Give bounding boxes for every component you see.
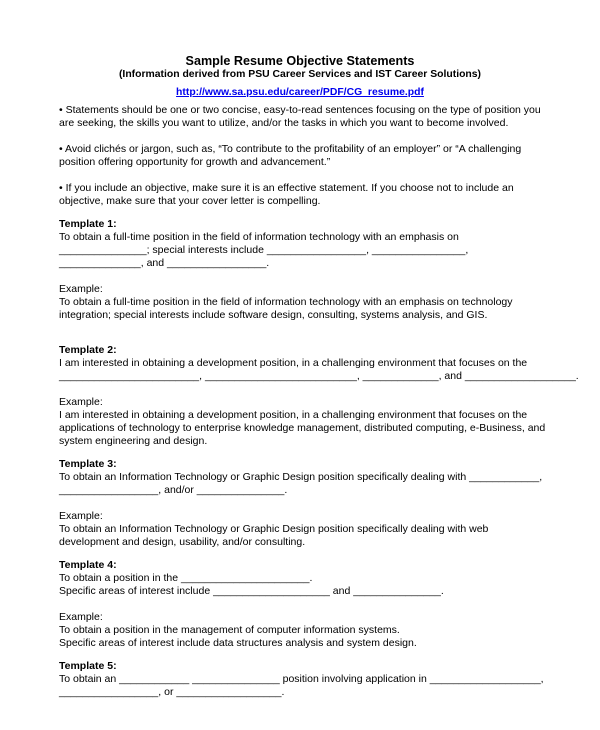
source-link[interactable]: http://www.sa.psu.edu/career/PDF/CG_resume.pdf	[176, 87, 424, 98]
template-heading: Template 5:	[59, 660, 117, 672]
example-line: system engineering and design.	[59, 435, 208, 447]
document-subtitle: (Information derived from PSU Career Services and IST Career Solutions)	[118, 69, 482, 80]
example-line: development and design, usability, and/or consulting.	[59, 536, 306, 548]
template-line: _________________, and/or _______________.	[59, 484, 288, 496]
template-section-4	[59, 559, 549, 650]
template-heading: Template 2:	[59, 344, 117, 356]
example-line: I am interested in obtaining a development position, in a challenging environment that focuses on the	[59, 409, 528, 421]
template-line: To obtain an ____________ _______________ position involving application in ___________________,	[59, 673, 544, 685]
template-line: _________________, or __________________.	[59, 686, 285, 698]
bullet-item	[59, 143, 549, 169]
bullet-line: objective, make sure that your cover letter is compelling.	[59, 195, 321, 207]
example-line: To obtain an Information Technology or Graphic Design position specifically dealing with web	[59, 523, 489, 535]
example-line: applications of technology to enterprise knowledge management, distributed computing, e-Business, and	[59, 422, 546, 434]
template-section-1	[59, 218, 549, 322]
template-line: Specific areas of interest include ____________________ and _______________.	[59, 585, 444, 597]
bullet-line: • If you include an objective, make sure it is an effective statement. If you choose not to include an	[59, 182, 514, 194]
template-line: I am interested in obtaining a development position, in a challenging environment that focuses on the	[59, 357, 528, 369]
bullet-line: • Avoid clichés or jargon, such as, “To contribute to the profitability of an employer” or “A challenging	[59, 143, 522, 155]
example-label: Example:	[59, 283, 103, 295]
document-body	[59, 104, 579, 699]
template-line: _______________; special interests include _________________, ________________,	[59, 244, 469, 256]
example-label: Example:	[59, 611, 103, 623]
document-title: Sample Resume Objective Statements	[185, 54, 415, 68]
bullet-item	[59, 104, 549, 130]
template-line: To obtain an Information Technology or Graphic Design position specifically dealing with ____________,	[59, 471, 543, 483]
bullet-line: • Statements should be one or two concise, easy-to-read sentences focusing on the type of position you	[59, 104, 541, 116]
template-line: To obtain a full-time position in the field of information technology with an emphasis on	[59, 231, 459, 243]
example-line: To obtain a full-time position in the field of information technology with an emphasis on technology	[59, 296, 513, 308]
template-section-2	[59, 344, 579, 448]
template-section-5	[59, 660, 549, 699]
example-line: integration; special interests include software design, consulting, systems analysis, and GIS.	[59, 309, 488, 321]
template-line: ______________, and _________________.	[59, 257, 270, 269]
example-label: Example:	[59, 510, 103, 522]
example-line: Specific areas of interest include data structures analysis and system design.	[59, 637, 417, 649]
template-line: ________________________, __________________________, _____________, and ___________________.	[59, 370, 579, 382]
template-heading: Template 3:	[59, 458, 117, 470]
document-header	[0, 54, 600, 100]
template-section-3	[59, 458, 549, 549]
template-heading: Template 1:	[59, 218, 117, 230]
example-line: To obtain a position in the management of computer information systems.	[59, 624, 400, 636]
template-heading: Template 4:	[59, 559, 117, 571]
template-line: To obtain a position in the ______________________.	[59, 572, 313, 584]
bullet-line: are seeking, the skills you want to utilize, and/or the tasks in which you want to become involved.	[59, 117, 509, 129]
bullet-line: position offering opportunity for growth and advancement.”	[59, 156, 331, 168]
example-label: Example:	[59, 396, 103, 408]
bullet-item	[59, 182, 549, 208]
